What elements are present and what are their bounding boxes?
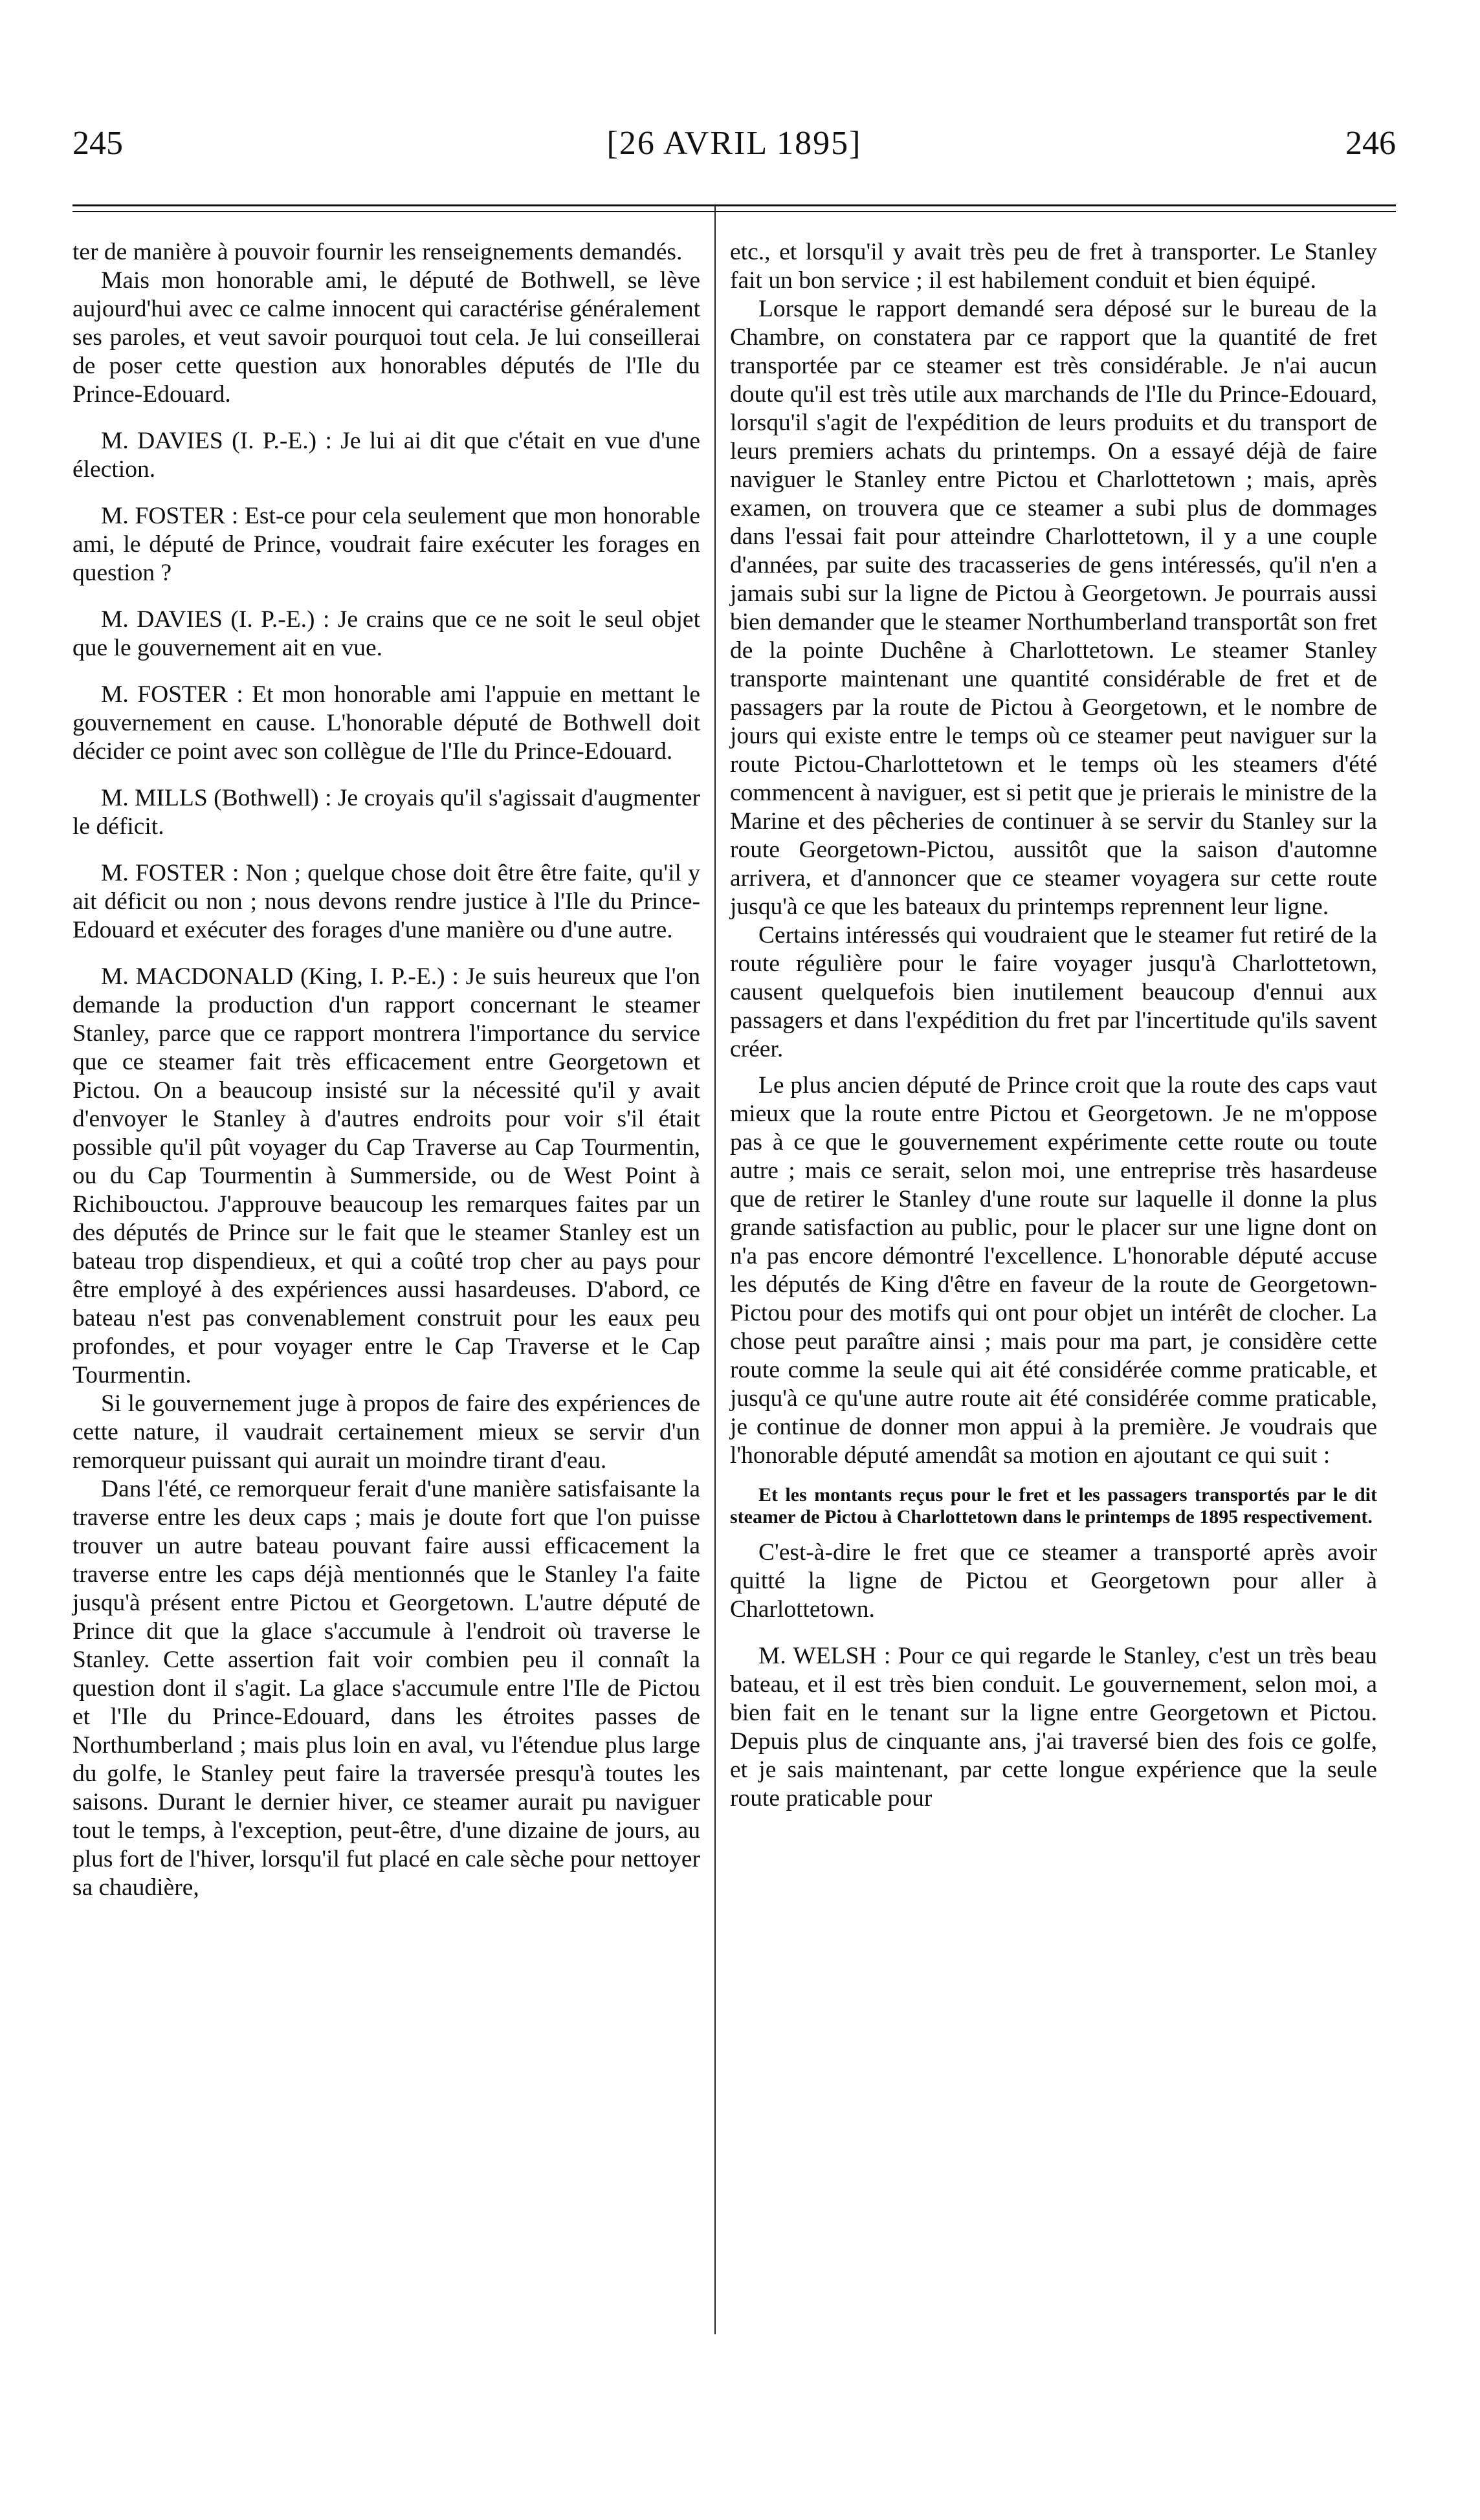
left-column <box>72 238 700 1902</box>
page-number-left: 245 <box>72 125 123 162</box>
speaker-paragraph: M. FOSTER : Et mon honorable ami l'appuie en mettant le gouvernement en cause. L'honorable député de Bothwell doit décider ce point avec son collègue de l'Ile du Prince-Edouard. <box>72 681 700 765</box>
speaker-paragraph: M. MILLS (Bothwell) : Je croyais qu'il s'agissait d'augmenter le déficit. <box>72 785 700 840</box>
header-rule-bottom <box>72 211 1396 212</box>
header-rule-top <box>72 204 1396 206</box>
page-number-right: 246 <box>1345 125 1396 162</box>
speaker-paragraph: M. MACDONALD (King, I. P.-E.) : Je suis heureux que l'on demande la production d'un rapport concernant le steamer Stanley, parce que ce rapport montrera l'importance du service que ce steamer fait très efficacement entre Georgetown et Pictou. On a beaucoup insisté sur la nécessité qu'il y avait d'envoyer le Stanley à d'autres endroits pour voir s'il était possible qu'il pût voyager du Cap Traverse au Cap Tourmentin, ou du Cap Tourmentin à Summerside, ou de West Point à Richibouctou. J'approuve beaucoup les remarques faites par un des députés de Prince sur le fait que le steamer Stanley est un bateau trop dispendieux, et qui a coûté trop cher au pays pour être employé à des expériences aussi hasardeuses. D'abord, ce bateau n'est pas convenablement construit pour les eaux peu profondes, et pour voyager entre le Cap Traverse et le Cap Tourmentin. <box>72 963 700 1388</box>
page-header <box>72 124 1396 170</box>
paragraph-continued: ter de manière à pouvoir fournir les renseignements demandés. <box>72 239 683 265</box>
speaker-paragraph: M. DAVIES (I. P.-E.) : Je crains que ce ne soit le seul objet que le gouvernement ait en vue. <box>72 606 700 661</box>
paragraph: Lorsque le rapport demandé sera déposé sur le bureau de la Chambre, on constatera par ce rapport que la quantité de fret transportée par ce steamer est très considérable. Je n'ai aucun doute qu'il est très utile aux marchands de l'Ile du Prince-Edouard, lorsqu'il s'agit de l'expédition de leurs produits et du transport de leurs premiers achats du printemps. On a essayé déjà de faire naviguer le Stanley entre Pictou et Charlottetown ; mais, après examen, on trouvera que ce steamer a subi plus de dommages dans l'essai fait pour atteindre Charlottetown, il y a une couple d'années, par suite des tracasseries de gens intéressés, qu'il n'en a jamais subi sur la ligne de Pictou à Georgetown. Je pourrais aussi bien demander que le steamer Northumberland transportât son fret de la pointe Duchêne à Charlottetown. Le steamer Stanley transporte maintenant une quantité considérable de fret et de passagers par la route de Pictou à Georgetown, et le nombre de jours qui existe entre le temps où ce steamer peut naviguer sur la route Pictou-Charlottetown et le temps où les steamers d'été commencent à naviguer, est si petit que je prierais le ministre de la Marine et des pêcheries de continuer à se servir du Stanley sur la route Georgetown-Pictou, aussitôt que la saison d'automne arrivera, et d'annoncer que ce steamer voyagera sur cette route jusqu'à ce que les bateaux du printemps reprennent leur ligne. <box>730 296 1377 920</box>
paragraph: Mais mon honorable ami, le député de Bothwell, se lève aujourd'hui avec ce calme innocent qui caractérise généralement ses paroles, et veut savoir pourquoi tout cela. Je lui conseillerai de poser cette question aux honorables députés de l'Ile du Prince-Edouard. <box>72 267 700 408</box>
speaker-paragraph: M. DAVIES (I. P.-E.) : Je lui ai dit que c'était en vue d'une élection. <box>72 428 700 483</box>
paragraph-continued: etc., et lorsqu'il y avait très peu de fret à transporter. Le Stanley fait un bon service ; il est habilement conduit et bien équipé. <box>730 239 1377 294</box>
page-date: [26 AVRIL 1895] <box>606 125 862 162</box>
right-column <box>730 238 1377 1813</box>
paragraph: Certains intéressés qui voudraient que le steamer fut retiré de la route régulière pour le faire voyager jusqu'à Charlottetown, causent quelquefois bien inutilement beaucoup d'ennui aux passagers et dans l'expédition du fret par l'incertitude qu'ils savent créer. <box>730 922 1377 1062</box>
column-divider <box>714 206 716 2334</box>
paragraph: Dans l'été, ce remorqueur ferait d'une manière satisfaisante la traverse entre les deux caps ; mais je doute fort que l'on puisse trouver un autre bateau pouvant faire aussi efficacement la traverse entre les caps déjà mentionnés que le Stanley l'a faite jusqu'à présent entre Pictou et Georgetown. L'autre député de Prince dit que la glace s'accumule à l'endroit où traverse le Stanley. Cette assertion fait voir combien peu il connaît la question dont il s'agit. La glace s'accumule entre l'Ile de Pictou et l'Ile du Prince-Edouard, dans les étroites passes de Northumberland ; mais plus loin en aval, vu l'étendue plus large du golfe, le Stanley peut faire la traversée presqu'à toutes les saisons. Durant le dernier hiver, ce steamer aurait pu naviguer tout le temps, à l'exception, peut-être, d'une dizaine de jours, au plus fort de l'hiver, lorsqu'il fut placé en cale sèche pour nettoyer sa chaudière, <box>72 1476 701 1901</box>
motion-quote: Et les montants reçus pour le fret et les passagers transportés par le dit steamer de Pictou à Charlottetown dans le printemps de 1895 respectivement. <box>730 1484 1377 1528</box>
paragraph: C'est-à-dire le fret que ce steamer a transporté après avoir quitté la ligne de Pictou et Georgetown pour aller à Charlottetown. <box>730 1539 1377 1623</box>
speaker-paragraph: M. WELSH : Pour ce qui regarde le Stanley, c'est un très beau bateau, et il est très bien conduit. Le gouvernement, selon moi, a bien fait en le tenant sur la ligne entre Georgetown et Pictou. Depuis plus de cinquante ans, j'ai traversé bien des fois ce golfe, et je sais maintenant, par cette longue expérience que la seule route praticable pour <box>730 1643 1377 1812</box>
paragraph: Si le gouvernement juge à propos de faire des expériences de cette nature, il vaudrait certainement mieux se servir d'un remorqueur puissant qui aurait un moindre tirant d'eau. <box>72 1390 700 1474</box>
speaker-paragraph: M. FOSTER : Est-ce pour cela seulement que mon honorable ami, le député de Prince, voudrait faire exécuter les forages en question ? <box>72 503 700 586</box>
paragraph: Le plus ancien député de Prince croit que la route des caps vaut mieux que la route entre Pictou et Georgetown. Je ne m'oppose pas à ce que le gouvernement expérimente cette route ou toute autre ; mais ce serait, selon moi, une entreprise très hasardeuse que de retirer le Stanley d'une route sur laquelle il donne la plus grande satisfaction au public, pour le placer sur une ligne dont on n'a pas encore démontré l'excellence. L'honorable député accuse les députés de King d'être en faveur de la route de Georgetown-Pictou pour des motifs qui ont pour objet un intérêt de clocher. La chose peut paraître ainsi ; mais pour ma part, je considère cette route comme la seule qui ait été considérée comme praticable, et jusqu'à ce qu'une autre route ait été considérée comme praticable, je continue de donner mon appui à la première. Je voudrais que l'honorable député amendât sa motion en ajoutant ce qui suit : <box>730 1072 1377 1469</box>
speaker-paragraph: M. FOSTER : Non ; quelque chose doit être être faite, qu'il y ait déficit ou non ; nous devons rendre justice à l'Ile du Prince-Edouard et exécuter des forages d'une manière ou d'une autre. <box>72 860 700 943</box>
